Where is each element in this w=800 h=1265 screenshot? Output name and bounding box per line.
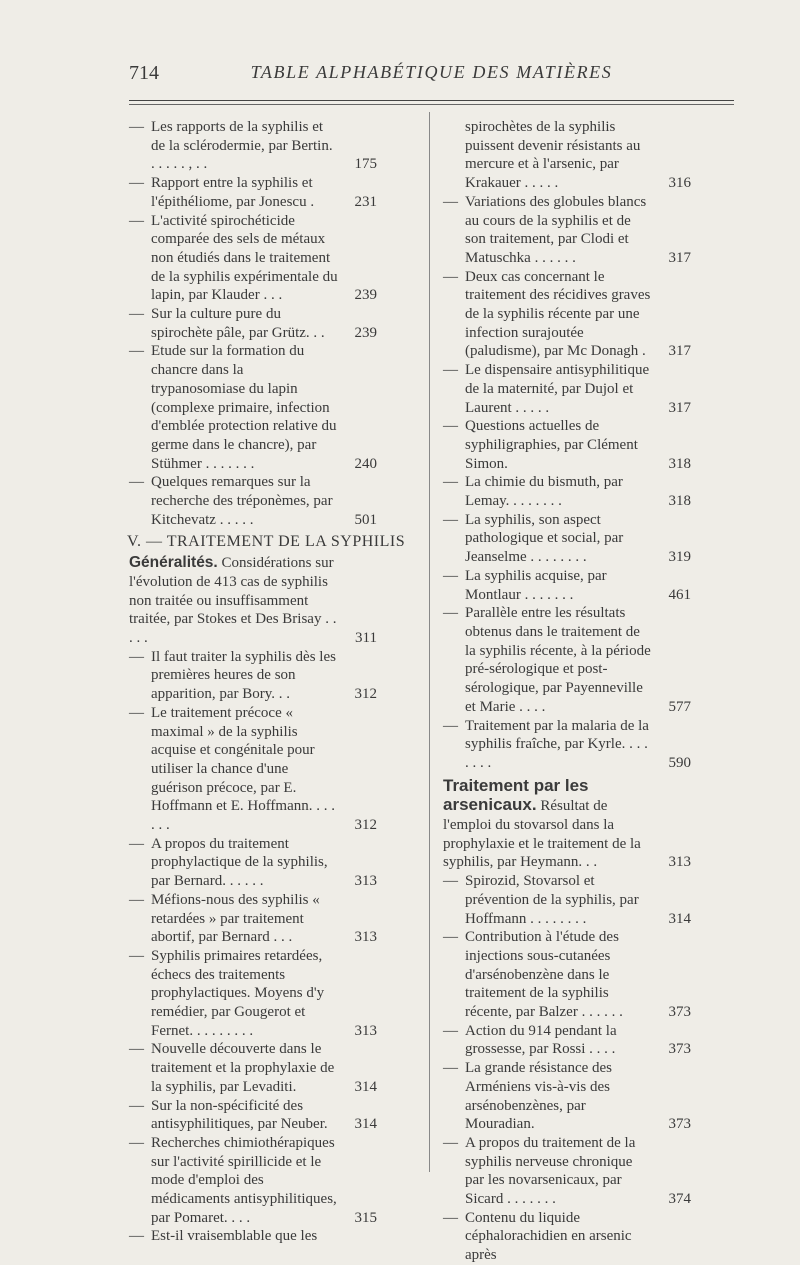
entry-page: 313: [354, 929, 377, 946]
entry-text: Questions actuelles de syphiligraphies, par Clément Simon.: [465, 418, 638, 472]
entry-dash: —: [129, 1134, 144, 1151]
index-entry: [129, 891, 375, 947]
entry-text: Variations des globules blancs au cours de la syphilis et de son traitement, par Clodi et Matuschka . . . . . .: [465, 193, 647, 266]
entry-page: 315: [354, 1209, 377, 1226]
index-entry: [129, 947, 375, 1041]
entry-text: Contenu du liquide céphalorachidien en arsenic après: [465, 1209, 632, 1264]
entry-page: 312: [354, 686, 377, 703]
entry-dash: —: [443, 605, 458, 622]
entry-page: 461: [668, 586, 691, 603]
index-entry: [443, 1022, 689, 1059]
entry-text: Sur la non-spécificité des antisyphilitiques, par Neuber.: [151, 1097, 328, 1133]
index-entry: [443, 1134, 689, 1209]
entry-page: 501: [354, 511, 377, 528]
index-entry: [443, 604, 689, 716]
entry-text: Recherches chimiothérapiques sur l'activité spirillicide et le mode d'emploi des médicaments antisyphilitiques, par Pomaret. . . .: [151, 1134, 337, 1226]
entry-text: Nouvelle découverte dans le traitement et la prophylaxie de la syphilis, par Levaditi.: [151, 1041, 335, 1095]
entry-dash: —: [129, 648, 144, 665]
entry-text: L'activité spirochéticide comparée des sels de métaux non étudiés dans le traitement de la syphilis expérimentale du lapin, par Klauder . . .: [151, 212, 338, 304]
entry-dash: —: [443, 1022, 458, 1039]
subheading-page: 311: [355, 629, 377, 646]
entry-dash: —: [443, 511, 458, 528]
entry-page: 373: [668, 1041, 691, 1058]
entry-page: 316: [668, 175, 691, 192]
index-entry: [129, 835, 375, 891]
left-column: [127, 118, 406, 1246]
subheading-lead: Traitement par les arsenicaux.: [443, 775, 589, 815]
entry-page: 314: [354, 1078, 377, 1095]
index-entry: [129, 1040, 375, 1096]
subheading-arsenicaux: [443, 777, 689, 873]
entry-page: 317: [668, 399, 691, 416]
entry-text: Est-il vraisemblable que les: [151, 1228, 318, 1245]
subheading-text: Résultat de l'emploi du stovarsol dans la prophylaxie et le traitement de la syphilis, par Heymann. . .: [443, 798, 641, 871]
entry-page: 373: [668, 1004, 691, 1021]
entry-dash: —: [129, 175, 144, 192]
entry-page: 312: [354, 817, 377, 834]
entry-text: Syphilis primaires retardées, échecs des traitements prophylactiques. Moyens d'y remédier, par Gougerot et Fernet. . . . . . . . .: [151, 947, 325, 1039]
index-entry: [129, 174, 375, 211]
entry-text: Rapport entre la syphilis et l'épithéliome, par Jonescu .: [151, 175, 315, 210]
entry-page: 374: [668, 1191, 691, 1208]
index-entry: [129, 305, 375, 342]
index-entry: [129, 212, 375, 306]
entry-dash: —: [443, 193, 458, 210]
entry-page: 175: [354, 156, 377, 173]
entry-text: Traitement par la malaria de la syphilis fraîche, par Kyrle. . . . . . . .: [465, 717, 649, 771]
index-entry: [129, 342, 375, 473]
entry-dash: —: [129, 212, 144, 229]
entry-page: 240: [354, 455, 377, 472]
entry-dash: —: [129, 119, 144, 135]
subheading-lead: Généralités.: [129, 554, 218, 572]
index-entry: [129, 1227, 375, 1246]
entry-page: 319: [668, 549, 691, 566]
entry-text: La syphilis acquise, par Montlaur . . . . . . .: [465, 567, 607, 603]
page-number: 714: [129, 62, 159, 84]
entry-dash: —: [129, 835, 144, 852]
entry-text: A propos du traitement prophylactique de la syphilis, par Bernard. . . . . .: [151, 835, 328, 890]
entry-dash: —: [443, 362, 458, 379]
entry-text: Etude sur la formation du chancre dans la trypanosomiase du lapin (complexe primaire, infection d'emblée protection relative du germe dans le chancre), par Stühmer . . . . . . .: [151, 343, 337, 472]
entry-text: La chimie du bismuth, par Lemay. . . . . . . .: [465, 474, 623, 510]
index-entry: [443, 1059, 689, 1134]
entry-dash: —: [443, 873, 458, 890]
entry-page: 317: [668, 249, 691, 266]
subheading-generalites: [129, 554, 375, 648]
index-entry: [443, 872, 689, 928]
index-entry: [129, 118, 375, 174]
entry-text: Parallèle entre les résultats obtenus dans le traitement de la syphilis récente, à la période pré-sérologique et post-sérologique, par Payenneville et Marie . . . .: [465, 605, 651, 715]
entry-text: Il faut traiter la syphilis dès les premières heures de son apparition, par Bory. . .: [151, 648, 336, 703]
index-entry: [443, 417, 689, 473]
entry-dash: —: [129, 891, 144, 908]
entry-page: 577: [668, 698, 691, 715]
entry-text: Le dispensaire antisyphilitique de la maternité, par Dujol et Laurent . . . . .: [465, 362, 650, 416]
entry-text: Action du 914 pendant la grossesse, par Rossi . . . .: [465, 1022, 617, 1058]
entry-page: 239: [354, 324, 377, 341]
index-entry: [129, 1134, 375, 1228]
index-entry: [443, 473, 689, 510]
index-entry: [129, 648, 375, 704]
entry-page: 590: [668, 754, 691, 771]
entry-page: 239: [354, 287, 377, 304]
entry-dash: —: [443, 717, 458, 734]
entry-page: 373: [668, 1116, 691, 1133]
entry-text: Méfions-nous des syphilis « retardées » par traitement abortif, par Bernard . . .: [151, 891, 320, 946]
entry-dash: —: [129, 474, 144, 491]
entry-page: 314: [668, 910, 691, 927]
index-entry: [443, 118, 689, 193]
entry-text: spirochètes de la syphilis puissent devenir résistants au mercure et à l'arsenic, par Krakauer . . . . .: [465, 119, 641, 192]
index-entry: [443, 193, 689, 268]
entry-dash: —: [443, 1209, 458, 1226]
subheading-page: 313: [668, 854, 691, 871]
index-entry: [129, 704, 375, 835]
index-entry: [443, 268, 689, 362]
subheading-text: Considérations sur l'évolution de 413 cas de syphilis non traitée ou insuffisamment traitée, par Stokes et Des Brisay . . . . .: [129, 555, 337, 646]
entry-dash: —: [129, 704, 144, 721]
entry-page: 317: [668, 343, 691, 360]
index-entry: [443, 511, 689, 567]
entry-dash: —: [129, 1041, 144, 1058]
entry-dash: —: [129, 1097, 144, 1114]
running-title: TABLE ALPHABÉTIQUE DES MATIÈRES: [250, 62, 613, 82]
entry-text: Le traitement précoce « maximal » de la syphilis acquise et congénitale pour utiliser la chance d'une guérison précoce, par E. Hoffmann et E. Hoffmann. . . . . . .: [151, 704, 335, 834]
entry-dash: —: [129, 1228, 144, 1245]
entry-page: 318: [668, 455, 691, 472]
index-entry: [129, 473, 375, 529]
entry-page: 318: [668, 493, 691, 510]
entry-page: 314: [354, 1116, 377, 1133]
entry-dash: —: [443, 418, 458, 435]
entry-text: Contribution à l'étude des injections sous-cutanées d'arsénobenzène dans le traitement de la syphilis récente, par Balzer . . . . . .: [465, 929, 623, 1021]
entry-text: Spirozid, Stovarsol et prévention de la syphilis, par Hoffmann . . . . . . . .: [465, 873, 639, 927]
index-entry: [443, 361, 689, 417]
entry-text: Les rapports de la syphilis et de la sclérodermie, par Bertin. . . . . . , . .: [151, 119, 333, 173]
entry-dash: —: [443, 474, 458, 491]
right-column: [443, 118, 689, 1265]
entry-text: La grande résistance des Arméniens vis-à-vis des arsénobenzènes, par Mouradian.: [465, 1060, 613, 1133]
page-header: [129, 62, 734, 92]
entry-text: A propos du traitement de la syphilis nerveuse chronique par les novarsenicaux, par Sicard . . . . . . .: [465, 1134, 636, 1208]
entry-text: Quelques remarques sur la recherche des tréponèmes, par Kitchevatz . . . . .: [151, 474, 333, 528]
entry-dash: —: [443, 1060, 458, 1077]
entry-dash: —: [129, 947, 144, 964]
entry-dash: —: [443, 929, 458, 946]
entry-dash: —: [443, 268, 458, 285]
entry-text: Sur la culture pure du spirochète pâle, par Grütz. . .: [151, 306, 325, 341]
index-entry: [443, 928, 689, 1022]
entry-page: 231: [354, 193, 377, 210]
section-heading: V. — TRAITEMENT DE LA SYPHILIS: [127, 533, 406, 551]
entry-dash: —: [129, 343, 144, 360]
index-entry: [129, 1097, 375, 1134]
entry-text: Deux cas concernant le traitement des récidives graves de la syphilis récente par une infection surajoutée (paludisme), par Mc Donagh .: [465, 268, 651, 360]
index-entry: [443, 1209, 689, 1265]
entry-dash: —: [129, 306, 144, 323]
index-entry: [443, 567, 689, 604]
entry-page: 313: [354, 873, 377, 890]
header-rule: [129, 100, 734, 105]
entry-dash: —: [443, 567, 458, 584]
entry-page: 313: [354, 1022, 377, 1039]
index-entry: [443, 717, 689, 773]
entry-dash: —: [443, 1134, 458, 1151]
column-divider: [429, 112, 430, 1172]
entry-text: La syphilis, son aspect pathologique et social, par Jeanselme . . . . . . . .: [465, 511, 624, 566]
